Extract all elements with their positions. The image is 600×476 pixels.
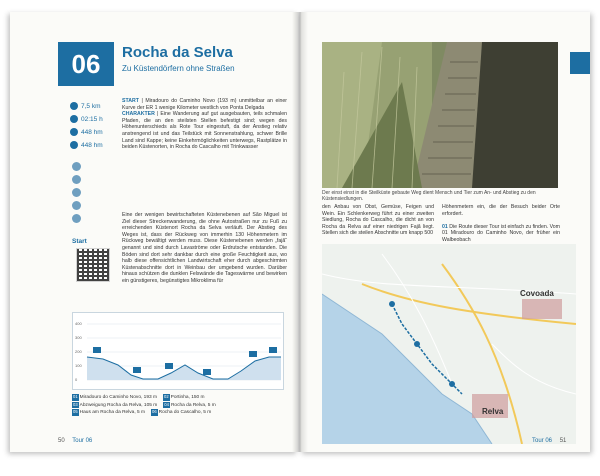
tour-title: Rocha da Selva — [122, 44, 233, 61]
feature-icons — [72, 162, 84, 227]
fact-ascent: 448 hm — [70, 126, 120, 138]
body-text-right-col2: Höhenmetern ein, die der Besuch beider Orte erfordert. 01 Die Route dieser Tour ist einfach zu finden. Vom 01 Miradouro do Caminho Novo, der früher ein Walbeobach — [442, 204, 560, 243]
family-icon — [72, 214, 81, 223]
map-label-relva: Relva — [482, 407, 504, 416]
footer-tour-left: Tour 06 — [72, 438, 93, 444]
left-page — [10, 12, 298, 452]
chapter-tab — [570, 52, 590, 74]
book-gutter — [292, 12, 308, 452]
map-label-covoada: Covoada — [520, 289, 554, 298]
descent-icon — [70, 141, 78, 149]
book-spread — [10, 12, 592, 464]
body-text-right-col1: den Anbau von Obst, Gemüse, Feigen und Wein. Ein Schlenkerweg führt zu einer zweiten Siedlung, Rocha do Cascalho, die dicht an von Rocha da Relva auf einer niedrigen Fajã liegt. Stellen sich die steilen Abschnitte um knapp 500 — [322, 204, 434, 237]
qr-code[interactable] — [76, 248, 110, 282]
viewpoint-icon — [72, 188, 81, 197]
body-text-left: Eine der wenigen bewirtschafteten Küstenebenen auf São Miguel ist Ziel dieser Streckenwanderung, die ohne Autostraßen nur zu Fuß zu erreichenden Küstenort Rocha da Selva verläuft. Der Abstieg des Weges ist, dass der Rückweg von immerhin 130 Höhenmetern im Rückweg bewältigt werden muss. Diese Küstenebenen werden „fajã“ genannt und sind durch Lavaströme oder Erdrutsche entstanden. Die Böden sind dort sehr dankbar durch eine große Feuchtigkeit aus, wo halb diese offensichtlichen Landwirtschaft eher durch abgeschirmten Küstenabschnitte dort in Weinbau der umgebend wurden. Darüber hinaus schützen die dunklen Felswände die Tageswärme und bewirken ein günstigeres, begünstigtes Mikroklima für — [122, 212, 287, 284]
parking-icon — [72, 162, 81, 171]
right-page — [300, 12, 590, 452]
photo-caption: Der einst einst in die Steilküste gebaute Weg dient Mensch und Tier zum An- und Abstieg zu den Küstensiedlungen. — [322, 190, 536, 203]
distance-icon — [70, 102, 78, 110]
profile-y-label: 300 — [75, 335, 82, 340]
fact-duration: 02:15 h — [70, 113, 120, 125]
elevation-profile-svg — [73, 313, 285, 391]
legend-row: 05 Haus am Rocha da Relva, 5 m 06 Rocha do Cascalho, 5 m — [73, 409, 212, 415]
route-map-svg — [322, 244, 576, 444]
start-heading: Start — [72, 238, 87, 245]
swimming-icon — [72, 201, 81, 210]
footer-tour-right: Tour 06 — [532, 438, 553, 444]
tour-facts — [70, 100, 120, 152]
profile-y-label: 0 — [75, 377, 78, 382]
ascent-icon — [70, 128, 78, 136]
fact-distance: 7,5 km — [70, 100, 120, 112]
tour-number-badge: 06 — [58, 42, 114, 86]
legend-row: 01 Miradouro do Caminho Novo, 193 m 02 Portinha, 150 m — [73, 394, 205, 400]
page-number-left: 50 — [58, 438, 65, 444]
trail-photo — [322, 42, 558, 188]
tour-subtitle: Zu Küstendörfern ohne Straßen — [122, 64, 235, 73]
footer-left — [58, 438, 92, 444]
page-number-right: 51 — [559, 438, 567, 444]
route-map[interactable] — [322, 244, 576, 444]
trail-photo-svg — [322, 42, 558, 188]
intro-text: START | Miradouro do Caminho Novo (193 m) unmittelbar an einer Kurve der ER 1 wenige Kilometer westlich von Ponta Delgada CHARAKTER | Eine Wanderung auf gut ausgebauten, teils schmalen Pfaden, die an den steilsten Stellen befestigt sind; wegen des Höhenunterschieds als Rote Tour eingestuft, da der Anstieg relativ anstrengend ist und das Teilstück mit Sonnenstrahlung, schwer Brille Land sind Kappe; keine Einkehrmöglichkeiten unterwegs, Rastplätze in beiden Küstenorten, in Rocha do Cascalho mit Trinkwasser — [122, 98, 287, 151]
clock-icon — [70, 115, 78, 123]
waypoint-legend — [72, 394, 284, 417]
elevation-profile — [72, 312, 284, 390]
profile-y-label: 400 — [75, 321, 82, 326]
profile-y-label: 200 — [75, 349, 82, 354]
fact-descent: 448 hm — [70, 139, 120, 151]
footer-right — [532, 438, 566, 444]
profile-y-label: 100 — [75, 363, 82, 368]
bus-icon — [72, 175, 81, 184]
legend-row: 03 Abzweigung Rocha da Relva, 105 m 04 Rocha da Relva, 5 m — [73, 401, 216, 408]
